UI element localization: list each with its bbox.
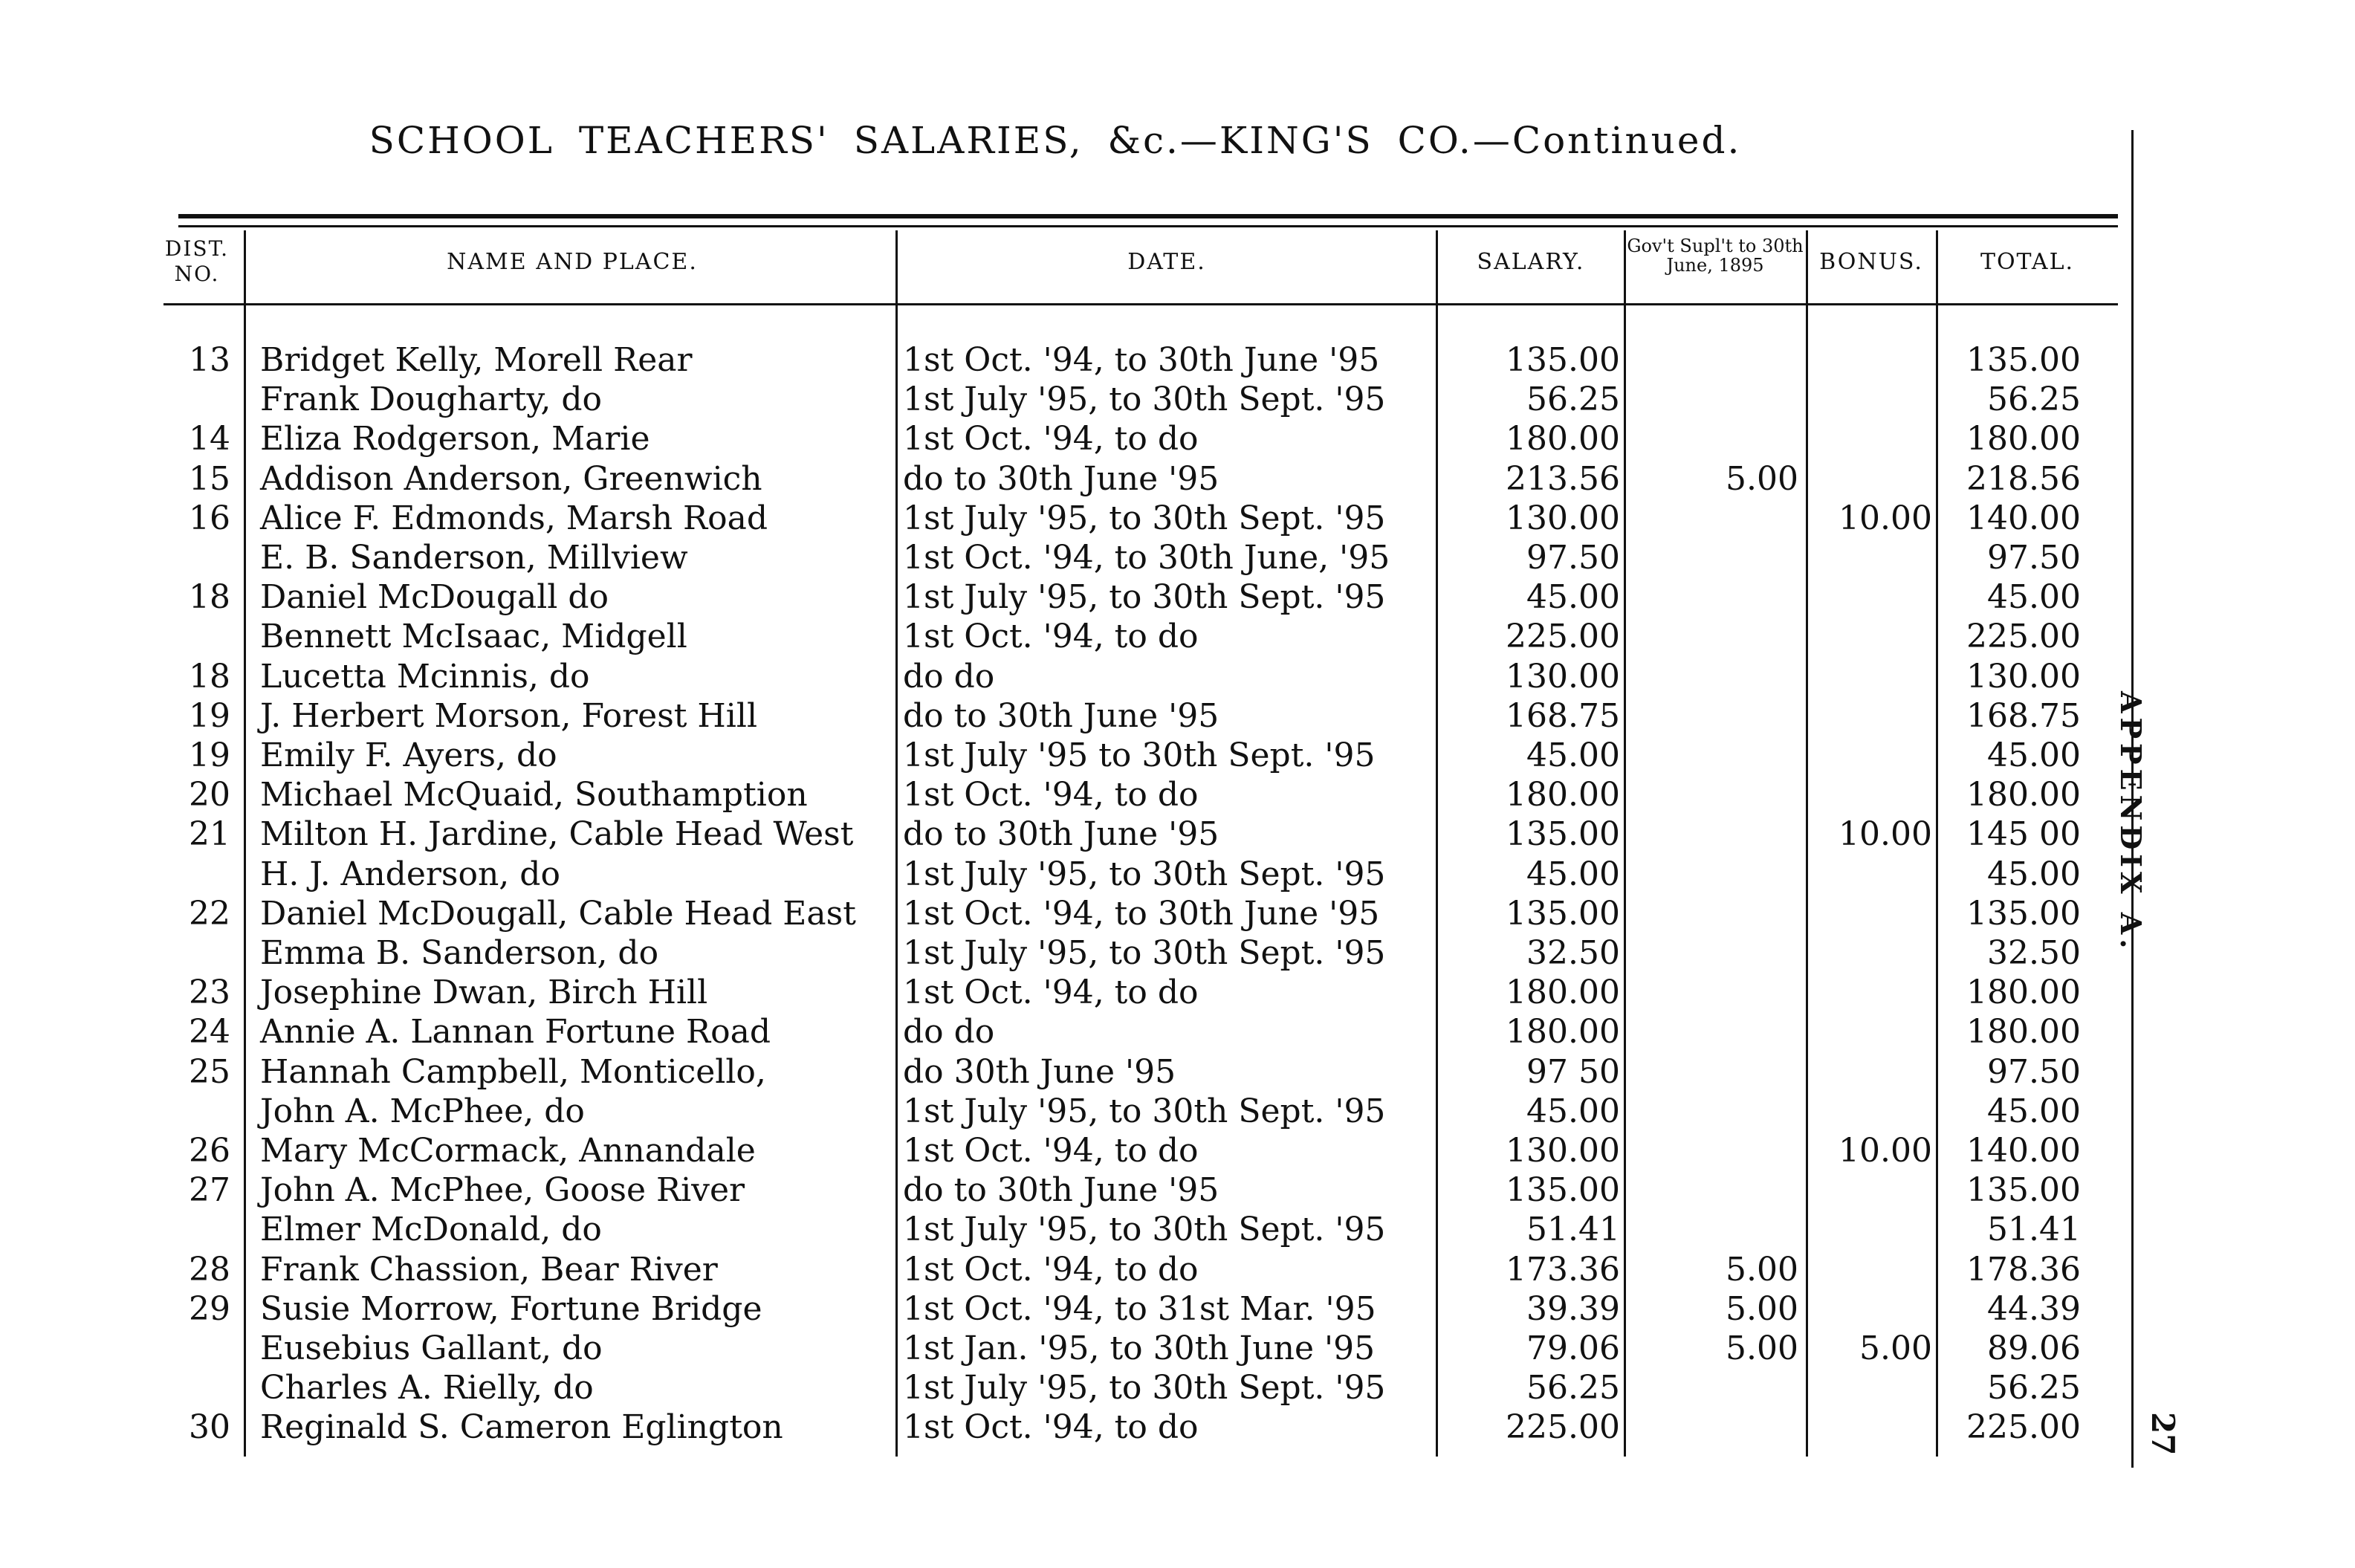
total-cell: 45.00 bbox=[1987, 578, 2081, 617]
total-cell: 140.00 bbox=[1966, 1132, 2081, 1170]
dist-no-cell: 20 bbox=[189, 776, 230, 814]
dist-no-cell: 23 bbox=[189, 973, 230, 1012]
name-place-cell: Reginald S. Cameron Eglington bbox=[260, 1408, 783, 1447]
table-row bbox=[0, 380, 2155, 419]
date-cell: 1st Oct. '94, to 30th June '95 bbox=[903, 894, 1380, 933]
dist-no-cell: 25 bbox=[189, 1052, 230, 1091]
table-row bbox=[0, 855, 2155, 894]
total-cell: 135.00 bbox=[1966, 341, 2081, 379]
total-cell: 51.41 bbox=[1987, 1211, 2081, 1249]
salary-cell: 32.50 bbox=[1526, 934, 1620, 972]
date-cell: 1st July '95 to 30th Sept. '95 bbox=[903, 736, 1376, 774]
salary-cell: 79.06 bbox=[1526, 1329, 1620, 1367]
total-cell: 135.00 bbox=[1966, 1171, 2081, 1210]
salary-cell: 130.00 bbox=[1506, 1132, 1620, 1170]
total-cell: 97.50 bbox=[1987, 1052, 2081, 1091]
total-cell: 89.06 bbox=[1987, 1329, 2081, 1367]
header-bottom-rule bbox=[163, 303, 2118, 305]
table-row bbox=[0, 459, 2155, 499]
table-row bbox=[0, 1170, 2155, 1210]
salary-cell: 135.00 bbox=[1506, 341, 1620, 379]
dist-no-cell: 29 bbox=[189, 1289, 230, 1328]
date-cell: do to 30th June '95 bbox=[903, 696, 1219, 735]
name-place-cell: E. B. Sanderson, Millview bbox=[260, 539, 688, 577]
salary-cell: 45.00 bbox=[1526, 855, 1620, 893]
salary-cell: 180.00 bbox=[1506, 973, 1620, 1012]
date-cell: 1st Oct. '94, to do bbox=[903, 776, 1199, 814]
salary-cell: 56.25 bbox=[1526, 380, 1620, 419]
dist-no-cell: 30 bbox=[189, 1408, 230, 1447]
header-total: TOTAL. bbox=[1980, 249, 2075, 275]
total-cell: 180.00 bbox=[1966, 973, 2081, 1012]
salary-cell: 213.56 bbox=[1506, 459, 1620, 498]
name-place-cell: Alice F. Edmonds, Marsh Road bbox=[260, 499, 768, 537]
salary-cell: 56.25 bbox=[1526, 1369, 1620, 1407]
dist-no-cell: 15 bbox=[189, 459, 230, 498]
salary-cell: 180.00 bbox=[1506, 1013, 1620, 1052]
header-date: DATE. bbox=[1127, 249, 1206, 275]
govt-suppl-cell: 5.00 bbox=[1726, 1250, 1798, 1289]
salary-cell: 45.00 bbox=[1526, 1092, 1620, 1130]
table-row bbox=[0, 340, 2155, 380]
salary-cell: 180.00 bbox=[1506, 776, 1620, 814]
table-row bbox=[0, 814, 2155, 854]
dist-no-cell: 27 bbox=[189, 1171, 230, 1210]
total-cell: 44.39 bbox=[1987, 1289, 2081, 1328]
name-place-cell: Bridget Kelly, Morell Rear bbox=[260, 341, 693, 379]
total-cell: 178.36 bbox=[1966, 1250, 2081, 1289]
date-cell: 1st Oct. '94, to 30th June, '95 bbox=[903, 539, 1390, 577]
name-place-cell: Addison Anderson, Greenwich bbox=[260, 459, 762, 498]
dist-no-cell: 21 bbox=[189, 815, 230, 854]
bonus-cell: 5.00 bbox=[1859, 1329, 1932, 1367]
govt-suppl-cell: 5.00 bbox=[1726, 1329, 1798, 1367]
name-place-cell: Elmer McDonald, do bbox=[260, 1211, 602, 1249]
table-row bbox=[0, 1407, 2155, 1447]
date-cell: 1st Oct. '94, to do bbox=[903, 1408, 1199, 1447]
total-cell: 56.25 bbox=[1987, 1369, 2081, 1407]
date-cell: do 30th June '95 bbox=[903, 1052, 1176, 1091]
total-cell: 140.00 bbox=[1966, 499, 2081, 537]
total-cell: 130.00 bbox=[1966, 657, 2081, 696]
table-row bbox=[0, 1329, 2155, 1368]
name-place-cell: Milton H. Jardine, Cable Head West bbox=[260, 815, 854, 854]
name-place-cell: Charles A. Rielly, do bbox=[260, 1369, 594, 1407]
name-place-cell: Eusebius Gallant, do bbox=[260, 1329, 603, 1367]
name-place-cell: John A. McPhee, Goose River bbox=[260, 1171, 745, 1210]
date-cell: 1st July '95, to 30th Sept. '95 bbox=[903, 1211, 1386, 1249]
name-place-cell: Eliza Rodgerson, Marie bbox=[260, 420, 650, 459]
total-cell: 45.00 bbox=[1987, 855, 2081, 893]
name-place-cell: Emma B. Sanderson, do bbox=[260, 934, 659, 972]
dist-no-cell: 18 bbox=[189, 657, 230, 696]
name-place-cell: Frank Dougharty, do bbox=[260, 380, 602, 419]
total-cell: 168.75 bbox=[1966, 696, 2081, 735]
table-row bbox=[0, 894, 2155, 933]
table-row bbox=[0, 1368, 2155, 1407]
table-row bbox=[0, 1210, 2155, 1249]
name-place-cell: Susie Morrow, Fortune Bridge bbox=[260, 1289, 762, 1328]
name-place-cell: Annie A. Lannan Fortune Road bbox=[260, 1013, 771, 1052]
total-cell: 97.50 bbox=[1987, 539, 2081, 577]
total-cell: 225.00 bbox=[1966, 618, 2081, 656]
dist-no-cell: 26 bbox=[189, 1132, 230, 1170]
date-cell: do to 30th June '95 bbox=[903, 815, 1219, 854]
table-row bbox=[0, 499, 2155, 538]
page-number: 27 bbox=[2145, 1412, 2181, 1456]
bonus-cell: 10.00 bbox=[1839, 499, 1932, 537]
salary-cell: 135.00 bbox=[1506, 1171, 1620, 1210]
header-salary: SALARY. bbox=[1477, 249, 1585, 275]
date-cell: 1st July '95, to 30th Sept. '95 bbox=[903, 1092, 1386, 1130]
govt-suppl-cell: 5.00 bbox=[1726, 1289, 1798, 1328]
name-place-cell: Mary McCormack, Annandale bbox=[260, 1132, 756, 1170]
date-cell: 1st July '95, to 30th Sept. '95 bbox=[903, 934, 1386, 972]
header-dist-no: DIST. NO. bbox=[164, 236, 230, 286]
dist-no-cell: 13 bbox=[189, 341, 230, 379]
govt-suppl-cell: 5.00 bbox=[1726, 459, 1798, 498]
dist-no-cell: 28 bbox=[189, 1250, 230, 1289]
table-row bbox=[0, 617, 2155, 656]
dist-no-cell: 19 bbox=[189, 736, 230, 774]
total-cell: 218.56 bbox=[1966, 459, 2081, 498]
salary-cell: 97.50 bbox=[1526, 539, 1620, 577]
salary-cell: 97 50 bbox=[1526, 1052, 1620, 1091]
name-place-cell: Bennett McIsaac, Midgell bbox=[260, 618, 687, 656]
top-rule-thin bbox=[178, 225, 2118, 227]
salary-cell: 168.75 bbox=[1506, 696, 1620, 735]
date-cell: 1st July '95, to 30th Sept. '95 bbox=[903, 1369, 1386, 1407]
table-row bbox=[0, 1250, 2155, 1289]
date-cell: 1st July '95, to 30th Sept. '95 bbox=[903, 855, 1386, 893]
total-cell: 135.00 bbox=[1966, 894, 2081, 933]
table-row bbox=[0, 1092, 2155, 1131]
date-cell: 1st Oct. '94, to do bbox=[903, 973, 1199, 1012]
name-place-cell: Frank Chassion, Bear River bbox=[260, 1250, 718, 1289]
date-cell: do do bbox=[903, 657, 995, 696]
table-row bbox=[0, 696, 2155, 736]
dist-no-cell: 22 bbox=[189, 894, 230, 933]
date-cell: 1st Oct. '94, to do bbox=[903, 1250, 1199, 1289]
header-govt-suppl: Gov't Supl't to 30th June, 1895 bbox=[1627, 236, 1804, 276]
dist-no-cell: 16 bbox=[189, 499, 230, 537]
date-cell: 1st July '95, to 30th Sept. '95 bbox=[903, 380, 1386, 419]
bonus-cell: 10.00 bbox=[1839, 815, 1932, 854]
total-cell: 45.00 bbox=[1987, 736, 2081, 774]
salary-cell: 225.00 bbox=[1506, 618, 1620, 656]
salary-cell: 51.41 bbox=[1526, 1211, 1620, 1249]
table-row bbox=[0, 1012, 2155, 1052]
name-place-cell: Josephine Dwan, Birch Hill bbox=[260, 973, 708, 1012]
table-row bbox=[0, 538, 2155, 577]
name-place-cell: Daniel McDougall do bbox=[260, 578, 609, 617]
name-place-cell: Hannah Campbell, Monticello, bbox=[260, 1052, 766, 1091]
table-row bbox=[0, 1289, 2155, 1329]
date-cell: 1st Oct. '94, to 31st Mar. '95 bbox=[903, 1289, 1376, 1328]
salary-cell: 130.00 bbox=[1506, 657, 1620, 696]
table-row bbox=[0, 577, 2155, 617]
total-cell: 145 00 bbox=[1966, 815, 2081, 854]
date-cell: 1st Oct. '94, to do bbox=[903, 1132, 1199, 1170]
total-cell: 180.00 bbox=[1966, 420, 2081, 459]
table-row bbox=[0, 933, 2155, 973]
total-cell: 56.25 bbox=[1987, 380, 2081, 419]
date-cell: do to 30th June '95 bbox=[903, 1171, 1219, 1210]
name-place-cell: J. Herbert Morson, Forest Hill bbox=[260, 696, 758, 735]
table-row bbox=[0, 973, 2155, 1012]
salary-cell: 45.00 bbox=[1526, 736, 1620, 774]
total-cell: 180.00 bbox=[1966, 1013, 2081, 1052]
dist-no-cell: 14 bbox=[189, 420, 230, 459]
name-place-cell: Emily F. Ayers, do bbox=[260, 736, 557, 774]
header-name-place: NAME AND PLACE. bbox=[447, 249, 698, 275]
total-cell: 180.00 bbox=[1966, 776, 2081, 814]
salary-cell: 225.00 bbox=[1506, 1408, 1620, 1447]
date-cell: 1st July '95, to 30th Sept. '95 bbox=[903, 499, 1386, 537]
name-place-cell: John A. McPhee, do bbox=[260, 1092, 585, 1130]
date-cell: 1st Oct. '94, to do bbox=[903, 420, 1199, 459]
name-place-cell: H. J. Anderson, do bbox=[260, 855, 560, 893]
salary-cell: 135.00 bbox=[1506, 894, 1620, 933]
table-row bbox=[0, 1052, 2155, 1092]
total-cell: 225.00 bbox=[1966, 1408, 2081, 1447]
salary-cell: 180.00 bbox=[1506, 420, 1620, 459]
salary-cell: 135.00 bbox=[1506, 815, 1620, 854]
table-row bbox=[0, 775, 2155, 814]
appendix-label: APPENDIX A. bbox=[2114, 691, 2148, 953]
name-place-cell: Michael McQuaid, Southamption bbox=[260, 776, 808, 814]
dist-no-cell: 19 bbox=[189, 696, 230, 735]
salary-cell: 173.36 bbox=[1506, 1250, 1620, 1289]
page-title: SCHOOL TEACHERS' SALARIES, &c.—KING'S CO.—Continued. bbox=[369, 119, 1742, 162]
salary-cell: 39.39 bbox=[1526, 1289, 1620, 1328]
date-cell: 1st Oct. '94, to 30th June '95 bbox=[903, 341, 1380, 379]
name-place-cell: Lucetta Mcinnis, do bbox=[260, 657, 590, 696]
table-row bbox=[0, 1131, 2155, 1170]
total-cell: 32.50 bbox=[1987, 934, 2081, 972]
table-row bbox=[0, 736, 2155, 775]
top-rule-thick bbox=[178, 214, 2118, 218]
name-place-cell: Daniel McDougall, Cable Head East bbox=[260, 894, 856, 933]
date-cell: 1st Oct. '94, to do bbox=[903, 618, 1199, 656]
dist-no-cell: 24 bbox=[189, 1013, 230, 1052]
bonus-cell: 10.00 bbox=[1839, 1132, 1932, 1170]
date-cell: do to 30th June '95 bbox=[903, 459, 1219, 498]
table-row bbox=[0, 419, 2155, 459]
date-cell: 1st July '95, to 30th Sept. '95 bbox=[903, 578, 1386, 617]
salary-cell: 45.00 bbox=[1526, 578, 1620, 617]
table-row bbox=[0, 657, 2155, 696]
total-cell: 45.00 bbox=[1987, 1092, 2081, 1130]
header-bonus: BONUS. bbox=[1819, 249, 1923, 275]
date-cell: 1st Jan. '95, to 30th June '95 bbox=[903, 1329, 1376, 1367]
date-cell: do do bbox=[903, 1013, 995, 1052]
dist-no-cell: 18 bbox=[189, 578, 230, 617]
salary-cell: 130.00 bbox=[1506, 499, 1620, 537]
